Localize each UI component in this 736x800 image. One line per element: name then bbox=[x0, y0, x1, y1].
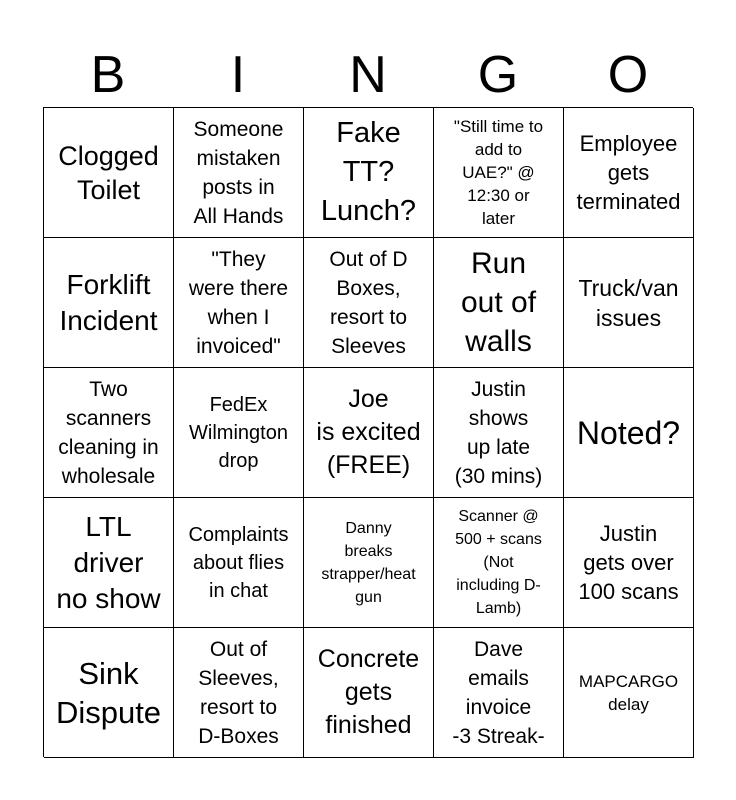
cell-text: Scanner @ 500 + scans (Not including D- Lamb) bbox=[455, 508, 542, 617]
cell-text: Complaints about flies in chat bbox=[188, 523, 289, 602]
header-letter-b: B bbox=[90, 46, 126, 104]
bingo-cell[interactable] bbox=[44, 498, 174, 628]
cell-text: LTL driver no show bbox=[56, 510, 161, 614]
bingo-cell[interactable] bbox=[174, 498, 304, 628]
bingo-cell[interactable] bbox=[434, 108, 564, 238]
cell-text: Justin gets over 100 scans bbox=[578, 521, 679, 604]
bingo-cell[interactable] bbox=[434, 368, 564, 498]
bingo-cell[interactable] bbox=[44, 108, 174, 238]
bingo-cell[interactable] bbox=[44, 368, 174, 498]
cell-text: Out of Sleeves, resort to D-Boxes bbox=[198, 637, 279, 748]
cell-text: "They were there when I invoiced" bbox=[188, 247, 289, 358]
bingo-cell[interactable] bbox=[434, 498, 564, 628]
header-letter-i: I bbox=[230, 46, 246, 104]
bingo-cell[interactable] bbox=[564, 108, 694, 238]
cell-text: "Still time to add to UAE?" @ 12:30 or later bbox=[453, 117, 544, 228]
cell-text: Out of D Boxes, resort to Sleeves bbox=[329, 247, 408, 358]
bingo-cell[interactable] bbox=[304, 628, 434, 758]
bingo-cell[interactable] bbox=[174, 628, 304, 758]
cell-text: Fake TT? Lunch? bbox=[320, 117, 417, 227]
bingo-header bbox=[43, 42, 693, 108]
cell-text: Employee gets terminated bbox=[576, 131, 681, 214]
cell-text: Danny breaks strapper/heat gun bbox=[321, 519, 416, 606]
cell-text: Joe is excited (FREE) bbox=[316, 385, 421, 479]
header-letter-g: G bbox=[477, 46, 519, 104]
bingo-cell[interactable] bbox=[304, 108, 434, 238]
cell-text: Noted? bbox=[576, 414, 681, 451]
bingo-cell[interactable] bbox=[44, 628, 174, 758]
bingo-cell[interactable] bbox=[434, 238, 564, 368]
cell-text: Truck/van issues bbox=[578, 274, 679, 331]
bingo-cell[interactable] bbox=[564, 498, 694, 628]
cell-text: Two scanners cleaning in wholesale bbox=[58, 377, 159, 488]
cell-text: Sink Dispute bbox=[55, 655, 162, 730]
bingo-cell[interactable] bbox=[564, 368, 694, 498]
cell-text: Someone mistaken posts in All Hands bbox=[193, 117, 284, 228]
cell-text: MAPCARGO delay bbox=[578, 671, 679, 714]
bingo-cell[interactable] bbox=[174, 238, 304, 368]
cell-text: Run out of walls bbox=[460, 247, 537, 358]
bingo-cell[interactable] bbox=[304, 498, 434, 628]
bingo-cell[interactable] bbox=[434, 628, 564, 758]
bingo-cell[interactable] bbox=[304, 368, 434, 498]
cell-text: Justin shows up late (30 mins) bbox=[454, 377, 543, 488]
cell-text: Clogged Toilet bbox=[58, 140, 159, 205]
cell-text: Dave emails invoice -3 Streak- bbox=[452, 637, 545, 748]
cell-text: Concrete gets finished bbox=[317, 645, 420, 739]
bingo-cell[interactable] bbox=[174, 368, 304, 498]
header-letter-n: N bbox=[349, 46, 387, 104]
bingo-cell[interactable] bbox=[44, 238, 174, 368]
cell-text: Forklift Incident bbox=[59, 268, 158, 336]
header-letter-o: O bbox=[607, 46, 649, 104]
bingo-cell[interactable] bbox=[564, 628, 694, 758]
cell-text: FedEx Wilmington drop bbox=[189, 393, 288, 472]
bingo-cell[interactable] bbox=[174, 108, 304, 238]
bingo-board bbox=[43, 107, 693, 757]
bingo-cell[interactable] bbox=[304, 238, 434, 368]
bingo-cell[interactable] bbox=[564, 238, 694, 368]
